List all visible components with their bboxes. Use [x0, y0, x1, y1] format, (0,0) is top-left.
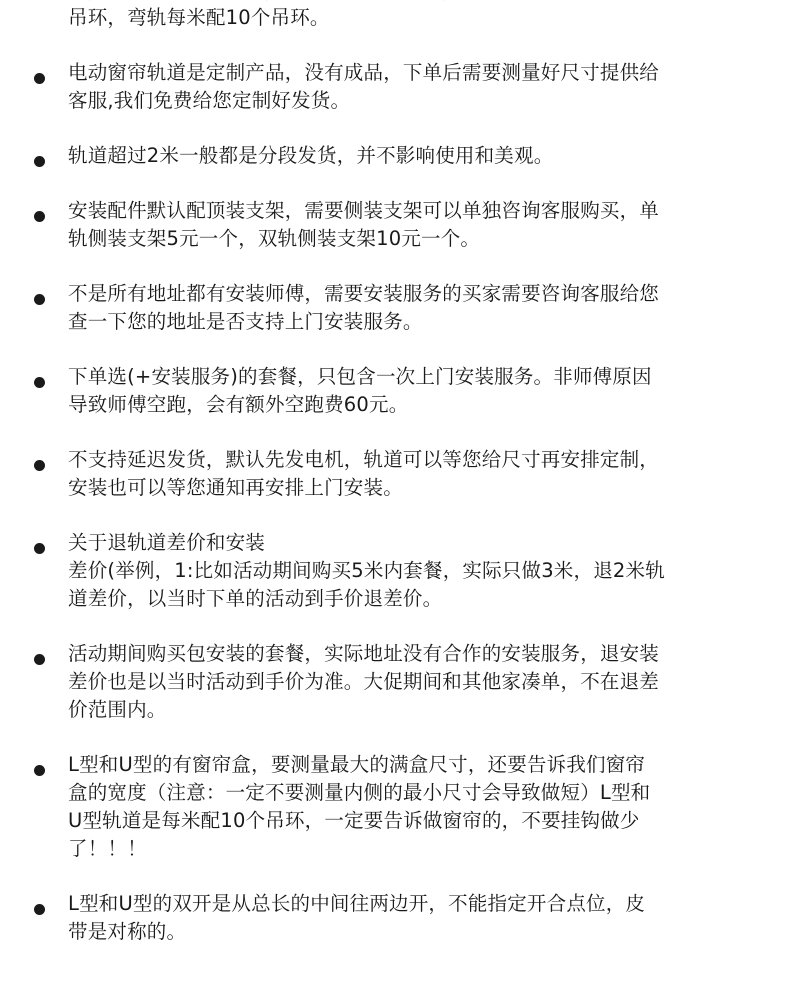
notice-text-line: 不是所有地址都有安装师傅，需要安装服务的买家需要咨询客服给您 — [68, 282, 660, 305]
notice-text-line: 电动窗帘轨道是定制产品，没有成品，下单后需要测量好尺寸提供给 — [68, 61, 660, 84]
notice-item — [0, 59, 790, 115]
bullet-dot-icon — [34, 73, 45, 84]
notice-text-line: 带是对称的。 — [68, 920, 187, 943]
notice-item — [0, 280, 790, 336]
notice-text-line: 轨道超过2米一般都是分段发货，并不影响使用和美观。 — [68, 144, 554, 167]
notice-text-line: 了！！！ — [68, 837, 147, 860]
bullet-dot-icon — [34, 543, 45, 554]
notice-text-line: 吊环，弯轨每米配10个吊环。 — [68, 6, 330, 29]
bullet-dot-icon — [34, 156, 45, 167]
notice-text-line: 价范围内。 — [68, 698, 167, 721]
notice-text-line: 不支持延迟发货，默认先发电机，轨道可以等您给尺寸再安排定制， — [68, 448, 660, 471]
bullet-dot-icon — [34, 377, 45, 388]
notice-text-line: 下单选(+安装服务)的套餐，只包含一次上门安装服务。非师傅原因 — [68, 365, 652, 388]
notice-text-line: 盒的宽度（注意：一定不要测量内侧的最小尺寸会导致做短）L型和 — [68, 781, 651, 804]
notice-item — [0, 640, 790, 724]
notice-item — [0, 890, 790, 946]
bullet-dot-icon — [34, 294, 45, 305]
bullet-dot-icon — [34, 460, 45, 471]
notice-text-line: 安装也可以等您通知再安排上门安装。 — [68, 476, 403, 499]
bullet-dot-icon — [34, 765, 45, 776]
notice-text-line: U型轨道是每米配10个吊环，一定要告诉做窗帘的，不要挂钩做少 — [68, 809, 640, 832]
notice-text-line: 道差价，以当时下单的活动到手价退差价。 — [68, 587, 443, 610]
bullet-dot-icon — [34, 211, 45, 222]
bullet-dot-icon — [34, 904, 45, 915]
notice-text-line: 轨侧装支架5元一个，双轨侧装支架10元一个。 — [68, 227, 481, 250]
notice-item — [0, 363, 790, 419]
notice-text-line: L型和U型的有窗帘盒，要测量最大的满盒尺寸，还要告诉我们窗帘 — [68, 753, 646, 776]
notice-text-line: 差价也是以当时活动到手价为准。大促期间和其他家凑单，不在退差 — [68, 670, 660, 693]
notice-text-line: 客服,我们免费给您定制好发货。 — [68, 89, 351, 112]
notice-item — [0, 197, 790, 253]
notice-text-line: 差价(举例，1:比如活动期间购买5米内套餐，实际只做3米，退2米轨 — [68, 559, 665, 582]
notice-item — [0, 446, 790, 502]
notice-item — [0, 142, 790, 170]
notice-item — [0, 0, 790, 32]
notice-text-line: 关于退轨道差价和安装 — [68, 531, 266, 554]
notice-item — [0, 751, 790, 863]
notice-text-line: L型和U型的双开是从总长的中间往两边开，不能指定开合点位，皮 — [68, 892, 646, 915]
notice-item — [0, 529, 790, 613]
notice-text-line: 导致师傅空跑，会有额外空跑费60元。 — [68, 393, 409, 416]
notice-text-line: 安装配件默认配顶装支架，需要侧装支架可以单独咨询客服购买，单 — [68, 199, 660, 222]
notice-text-line: 查一下您的地址是否支持上门安装服务。 — [68, 310, 423, 333]
notice-text-line: 活动期间购买包安装的套餐，实际地址没有合作的安装服务，退安装 — [68, 642, 660, 665]
bullet-dot-icon — [34, 654, 45, 665]
